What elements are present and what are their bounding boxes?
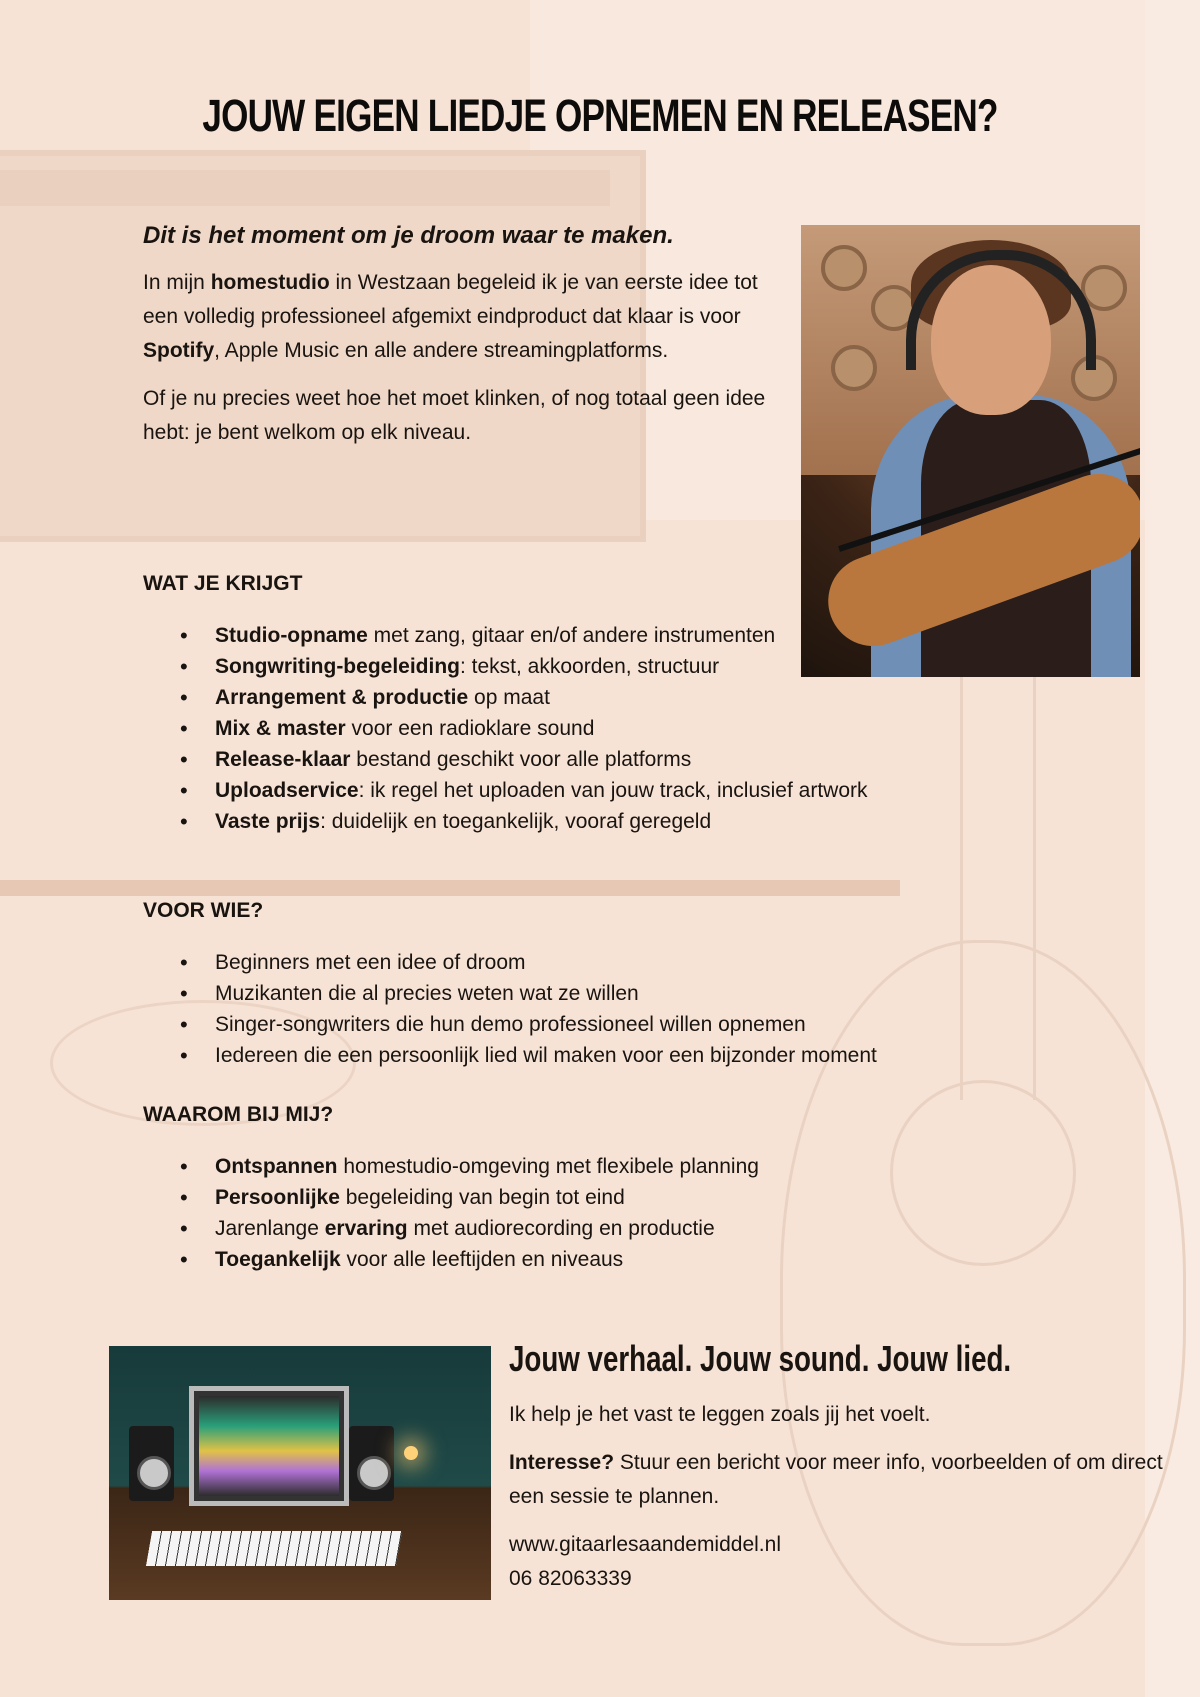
bold-run: Studio-opname	[215, 624, 368, 647]
bold-run: Songwriting-begeleiding	[215, 655, 460, 678]
text-run: : tekst, akkoorden, structuur	[460, 655, 720, 678]
bold-run: Spotify	[143, 339, 215, 362]
list-item: • Iedereen die een persoonlijk lied wil maken voor een bijzonder moment	[180, 1040, 1000, 1071]
daw-screen	[199, 1396, 339, 1496]
text-run: In mijn	[143, 271, 211, 294]
section-heading-why: WAAROM BIJ MIJ?	[143, 1103, 334, 1126]
text-run: : duidelijk en toegankelijk, vooraf geregeld	[320, 810, 712, 833]
list-item: • Singer-songwriters die hun demo professioneel willen opnemen	[180, 1009, 1000, 1040]
cta-paragraph-2	[509, 1446, 1169, 1514]
call-to-action	[509, 1338, 1169, 1596]
text-run: voor een radioklare sound	[345, 717, 595, 740]
text-run: op maat	[468, 686, 550, 709]
bold-run: Interesse?	[509, 1451, 615, 1474]
text-run: homestudio-omgeving met flexibele planning	[337, 1155, 759, 1178]
page-title: JOUW EIGEN LIEDJE OPNEMEN EN RELEASEN?	[202, 90, 998, 141]
speaker-cone	[137, 1456, 171, 1490]
bold-run: ervaring	[324, 1217, 408, 1240]
bold-run: Release-klaar	[215, 748, 351, 771]
list-item: • Muzikanten die al precies weten wat ze willen	[180, 978, 1000, 1009]
list-item	[180, 651, 960, 682]
home-studio-photo	[109, 1346, 491, 1600]
bold-run: homestudio	[210, 271, 330, 294]
text-run: : ik regel het uploaden van jouw track, inclusief artwork	[358, 779, 868, 802]
speaker-cone	[357, 1456, 391, 1490]
section-heading-who: VOOR WIE?	[143, 899, 264, 922]
list-item	[180, 713, 960, 744]
bold-run: Toegankelijk	[215, 1248, 341, 1271]
intro-block	[143, 222, 783, 464]
text-run: met zang, gitaar en/of andere instrumenten	[367, 624, 776, 647]
text-run: begeleiding van begin tot eind	[339, 1186, 625, 1209]
text-run: voor alle leeftijden en niveaus	[340, 1248, 624, 1271]
bold-run: Persoonlijke	[215, 1186, 340, 1209]
speaker-icon	[129, 1426, 174, 1501]
website-link[interactable]: www.gitaarlesaandemiddel.nl	[509, 1533, 781, 1556]
list-item	[180, 744, 960, 775]
list-item	[180, 1244, 980, 1275]
section-heading-what: WAT JE KRIJGT	[143, 572, 303, 595]
who-list	[180, 947, 1000, 1071]
cta-paragraph-1: Ik help je het vast te leggen zoals jij het voelt.	[509, 1403, 931, 1426]
intro-paragraph-2: Of je nu precies weet hoe het moet klinken, of nog totaal geen idee hebt: je bent welkom op elk niveau.	[143, 387, 766, 444]
speaker-icon	[349, 1426, 394, 1501]
wall-record	[831, 345, 877, 391]
bold-run: Mix & master	[215, 717, 346, 740]
list-item	[180, 1182, 980, 1213]
cta-heading: Jouw verhaal. Jouw sound. Jouw lied.	[509, 1338, 1012, 1379]
why-list	[180, 1151, 980, 1275]
monitor-icon	[189, 1386, 349, 1506]
text-run: in Westzaan begeleid ik je van eerste idee tot een volledig professioneel afgemixt eindproduct dat klaar is voor	[143, 271, 758, 328]
bold-run: Uploadservice	[215, 779, 359, 802]
singer-guitarist-photo	[801, 225, 1140, 677]
list-item: • Beginners met een idee of droom	[180, 947, 1000, 978]
bold-run: Arrangement & productie	[215, 686, 469, 709]
keyboard-icon	[146, 1531, 402, 1566]
intro-lead: Dit is het moment om je droom waar te maken.	[143, 222, 674, 249]
text-run: , Apple Music en alle andere streamingplatforms.	[214, 339, 669, 362]
list-item	[180, 682, 960, 713]
text-run: met audiorecording en productie	[407, 1217, 715, 1240]
intro-paragraph-1	[143, 266, 783, 368]
wall-record	[821, 245, 867, 291]
bold-run: Ontspannen	[215, 1155, 338, 1178]
lamp-icon	[404, 1446, 418, 1460]
text-run: bestand geschikt voor alle platforms	[350, 748, 692, 771]
list-item	[180, 1151, 980, 1182]
phone-number[interactable]: 06 82063339	[509, 1567, 632, 1590]
list-item	[180, 620, 960, 651]
text-run: Stuur een bericht voor meer info, voorbeelden of om direct een sessie te plannen.	[509, 1451, 1163, 1508]
list-item	[180, 1213, 980, 1244]
what-list	[180, 620, 960, 837]
list-item	[180, 806, 960, 837]
text-run: Jarenlange	[215, 1217, 325, 1240]
bold-run: Vaste prijs	[215, 810, 321, 833]
list-item	[180, 775, 960, 806]
